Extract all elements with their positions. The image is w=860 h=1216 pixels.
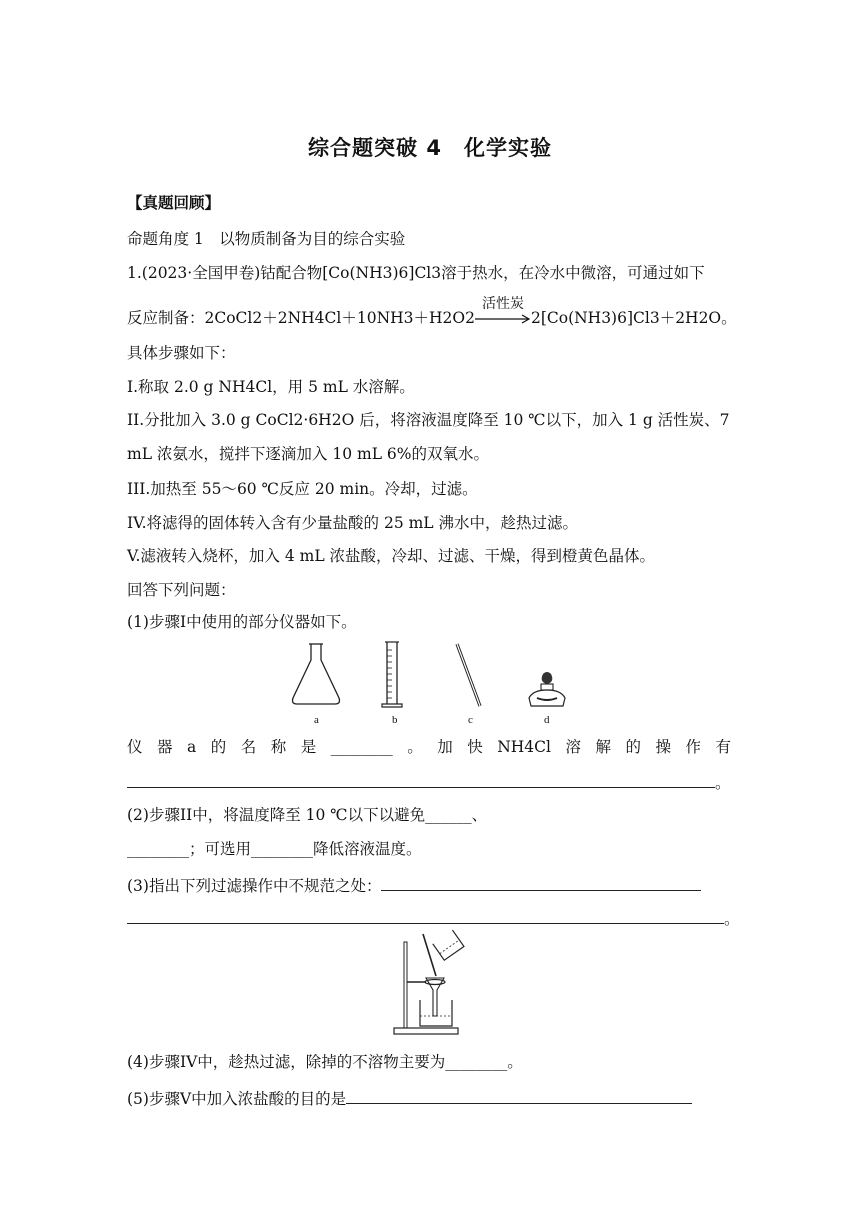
page-title: 综合题突破 4 化学实验 [308, 136, 552, 160]
apparatus-label-d: d [544, 714, 550, 726]
part-3-line2 [127, 907, 739, 929]
glass-rod-icon [457, 644, 480, 706]
step-2-line2: mL 浓氨水，搅拌下逐滴加入 10 mL 6%的双氧水。 [127, 445, 490, 463]
part-3-line1 [127, 874, 739, 896]
word: 名 [240, 738, 257, 756]
answer-blank[interactable] [381, 874, 701, 891]
part-1-question [127, 737, 731, 757]
graduated-cylinder-icon [382, 642, 402, 707]
answer-blank[interactable] [127, 771, 715, 788]
question-angle: 命题角度 1 以物质制备为目的综合实验 [127, 230, 406, 248]
word: 操 [655, 738, 671, 756]
answer-intro: 回答下列问题： [127, 581, 236, 599]
reaction-condition: 活性炭 [481, 296, 524, 312]
conical-flask-icon [293, 644, 340, 704]
alcohol-lamp-icon [529, 672, 565, 706]
word: 仪 [127, 738, 143, 756]
word: 解 [595, 738, 611, 756]
part-1-answer-line [127, 771, 739, 793]
period: 。 [724, 910, 740, 928]
word: 的 [625, 738, 641, 756]
word: 加 [437, 738, 453, 756]
part-2-line2 [127, 839, 739, 859]
period: 。 [715, 774, 731, 792]
part-2-line1: (2)步骤II中，将温度降至 10 ℃以下以避免______、 [127, 806, 488, 824]
part-5-text: (5)步骤V中加入浓盐酸的目的是 [127, 1090, 347, 1108]
part-2-mid: ；可选用 [189, 840, 252, 858]
apparatus-label-b: b [392, 714, 398, 726]
word: 溶 [565, 738, 581, 756]
part-2-end: 降低溶液温度。 [313, 840, 422, 858]
step-3: III.加热至 55～60 ℃反应 20 min。冷却，过滤。 [127, 480, 478, 498]
reaction-products: 2[Co(NH3)6]Cl3＋2H2O。 [530, 309, 737, 327]
word: 是 [300, 738, 317, 756]
reaction-reactants: 反应制备：2CoCl2＋2NH4Cl＋10NH3＋H2O2 [127, 309, 475, 327]
apparatus-label-c: c [468, 714, 473, 726]
word: NH4Cl [497, 738, 551, 756]
step-5: V.滤液转入烧杯，加入 4 mL 浓盐酸，冷却、过滤、干燥，得到橙黄色晶体。 [127, 547, 656, 565]
section-heading: 【真题回顾】 [127, 194, 221, 212]
word: 的 [210, 738, 227, 756]
part-5-line [127, 1087, 739, 1109]
step-4: IV.将滤得的固体转入含有少量盐酸的 25 mL 沸水中，趁热过滤。 [127, 514, 579, 532]
answer-blank[interactable] [346, 1087, 692, 1104]
answer-blank[interactable] [127, 907, 724, 924]
step-2-line1: II.分批加入 3.0 g CoCl2·6H2O 后，将溶液温度降至 10 ℃以下，加入 1 g 活性炭、7 [127, 411, 730, 429]
intro-text: 1.(2023·全国甲卷)钴配合物[Co(NH3)6]Cl3溶于热水，在冷水中微溶，可通过如下 [127, 264, 705, 282]
answer-blank[interactable]: ________ [330, 738, 393, 756]
answer-blank[interactable]: ________ [127, 840, 189, 858]
apparatus-label-a: a [314, 714, 319, 726]
reaction-arrow [475, 296, 531, 328]
word: a [187, 738, 197, 756]
steps-intro: 具体步骤如下： [127, 344, 236, 362]
word: 快 [467, 738, 483, 756]
word: 。 [407, 738, 423, 756]
word: 称 [270, 738, 287, 756]
word: 有 [715, 738, 731, 756]
word: 作 [685, 738, 701, 756]
apparatus-figure [285, 640, 575, 730]
step-1: I.称取 2.0 g NH4Cl，用 5 mL 水溶解。 [127, 378, 415, 396]
answer-blank[interactable]: ________ [251, 840, 314, 858]
part-3-text: (3)指出下列过滤操作中不规范之处： [127, 877, 382, 895]
reaction-equation [127, 296, 739, 328]
filtration-figure [390, 928, 470, 1040]
part-4-text: (4)步骤IV中，趁热过滤，除掉的不溶物主要为________。 [127, 1053, 523, 1071]
part-1-text: (1)步骤I中使用的部分仪器如下。 [127, 613, 357, 631]
word: 器 [157, 738, 173, 756]
question-intro [127, 263, 739, 283]
arrow-icon [475, 313, 531, 325]
